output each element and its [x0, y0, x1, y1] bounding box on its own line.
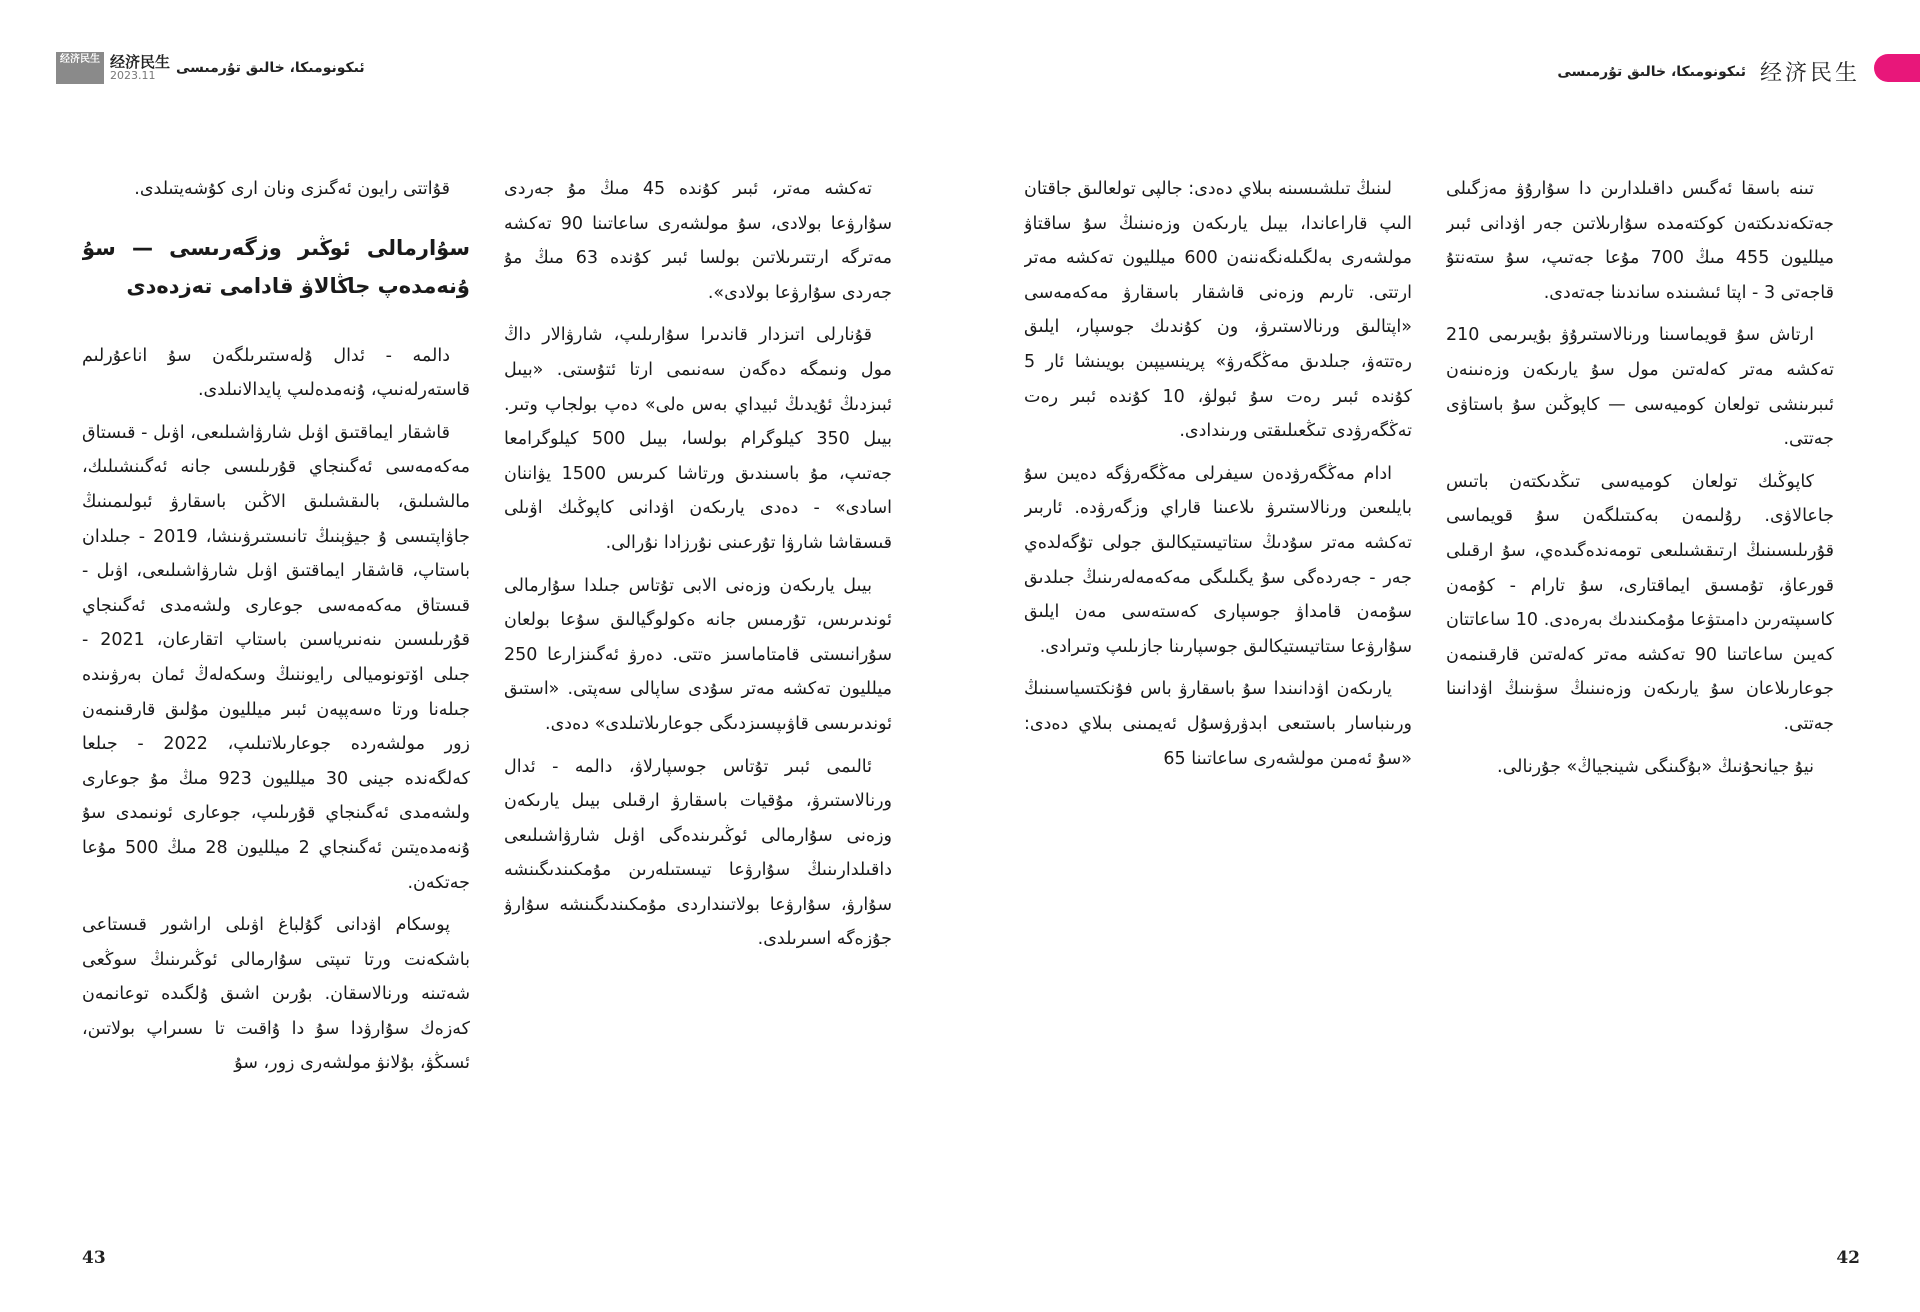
column-r1	[1446, 172, 1834, 1242]
paragraph: ئالىمى ئبىر تۇتاس جوسپارلاۋ، دالمە - ئدال ورنالاستىرۋ، مۇقيات باسقارۋ ارقىلى بيىل يارىكەن وزەنى سۇارمالى ئوڭىرىندەگى اۋىل شارۋاشىلىعى داقىلدارىنىڭ سۇارۋعا تيىستىلەرىن مۇمكىندىگىنشە سۇارۋ، سۇارۋعا بولاتىنداردى مۇمكىندىگىنشە سۇارۋ جۇزەگە اسىرىلدى.	[504, 756, 892, 950]
brand-title-right: 经济民生	[1759, 61, 1860, 86]
page-number-left: 43	[82, 1248, 106, 1268]
paragraph: دالمە - ئدال ۇلەستىرىلگەن سۇ اناعۇرلىم قاستەرلەنىپ، ۇنەمدەلىپ پايدالانىلدى.	[82, 345, 470, 401]
issue-date: 2023.11	[110, 69, 156, 82]
left-header	[56, 52, 365, 84]
magazine-logo: 经济民生	[56, 52, 104, 84]
paragraph: قۇاتتى رايون ئەگىزى ونان ارى كۇشەيتىلدى.	[134, 179, 450, 199]
section-title: ئىكونومىكا، خالىق تۇرمىسى	[176, 60, 365, 76]
paragraph: كاپوڭىك تولعان كوميەسى تىڭدىكتەن باتىس جاعالاۋى. رۇلىمەن بەكىتىلگەن سۇ قويماسى قۇرىلىسىنىڭ ارتىقشىلىعى تومەندەگىدەي، سۇ ارقىلى قورعاۋ، تۇمسىق ايماقتارى، سۇ تارام - كۇمەن كاسىپتەرىن دامىتۋعا مۇمكىندىك بەرەدى. 10 ساعاتتان كەيىن ساعاتىنا 90 تەكشە مەتر كەلەتىن قارقىنمەن جوعارىلاعان سۇ يارىكەن وزەنىنىڭ سۋىنىڭ اۋدانىنا جەتتى.	[1446, 471, 1834, 734]
paragraph: بيىل يارىكەن وزەنى الابى تۇتاس جىلدا سۇارمالى ئوندىرىس، تۇرمىس جانە ەكولوگيالىق سۇعا بولعان سۇرانىستى قامتاماسىز ەتتى. دەرۋ ئەگىنزارعا 250 ميلليون تەكشە مەتر سۇدى ساپالى سەپتى. «استىق ئوندىرىسى قاۋىپسىزدىگى جوعارىلاتىلدى» دەدى.	[504, 575, 892, 734]
paragraph: پوسكام اۋدانى گۇلباغ اۋىلى اراشور قىستاعى باشكەنت ورتا تىپتى سۇارمالى ئوڭىرىنىڭ سوڭعى شەتىنە ورنالاسقان. بۇرىن اشىق ۇلگىدە توعانمەن كەزەك سۇارۋدا سۇ دا ۇاقىت تا ىسىراپ بولاتىن، ئسىڭۋ، بۇلانۋ مولشەرى زور، سۇ	[82, 915, 470, 1074]
paragraph: ادام مەڭگەرۋدەن سيفرلى مەڭگەرۋگە دەيىن سۇ بايلىعىن ورنالاستىرۋ ىلاعىنا قاراي وزگەرۋدە. ئاربىر تەكشە مەتر سۇدىڭ ستاتيستيكالىق جولى تۇگەلدەي جەر - جەردەگى سۇ يگىلىگى مەكەمەلەرىنىڭ جىلدىق سۇمەن قامداۋ جوسپارى كەستەسى مەن ايلىق سۇارۋعا ستاتيستيكالىق جوسپارىنا جازىلىپ وتىرادى.	[1024, 463, 1412, 657]
paragraph: قاشقار ايماقتىق اۋىل شارۋاشىلىعى، اۋىل - قىستاق مەكەمەسى ئەگىنجاي قۇرىلىسى جانە ئەگىنشىلىك، مالشىلىق، بالىقشىلىق الاڭىن باسقارۋ ئبولىمىنىڭ جاۋاپتىسى ۇ جيۋېنىڭ تانىستىرۋىنشا، 2019 - جىلدان باستاپ، قاشقار ايماقتىق اۋىل شارۋاشىلىعى، اۋىل - قىستاق مەكەمەسى جوعارى ولشەمدى ئەگىنجاي قۇرىلىسىن ىنەنىرياسىن باستاپ اتقارعان، 2021 - جىلى اۆتونوميالى رايوننىڭ وسكەلەڭ ئمان بەرۋىندە جىلەنا ورتا ەسەپپەن ئبىر ميلليون مۇلىق قارقىنمەن زور مولشەردە جوعارىلاتىلىپ، 2022 - جىلعا كەلگەندە جينى 30 ميلليون 923 مىڭ مۇ جوعارى ولشەمدى ئەگىنجاي قۇرىلىپ، جوعارى ئونىمدى سۇ ۇنەمدەيتىن ئەگىنجاي 2 ميلليون 28 مىڭ 500 مۇعا جەتكەن.	[82, 422, 470, 893]
column-l2	[82, 172, 470, 1242]
section-heading: سۇارمالى ئوڭىر وزگەرىسى — سۇ ۇنەمدەپ جاڭالاۋ قادامى تەزدەدى	[82, 235, 470, 298]
section-tab-marker	[1874, 54, 1920, 82]
left-header-brand	[110, 54, 170, 82]
right-header	[1557, 56, 1860, 87]
page-right	[960, 0, 1920, 1312]
brand-title: 经济民生	[110, 53, 171, 71]
column-l1	[504, 172, 892, 1242]
page-number-right: 42	[1836, 1248, 1860, 1268]
section-title-right: ئىكونومىكا، خالىق تۇرمىسى	[1557, 63, 1746, 80]
paragraph: ارتاش سۇ قويماسىنا ورنالاستىرۇۋ بۇيىرىمى 210 تەكشە مەتر كەلەتىن مول سۇ يارىكەن وزەنىنەن ئىبرىنشى تولعان كوميەسى — كاپوڭىن سۇ باستاۋى جەتتى.	[1446, 325, 1834, 450]
paragraph: قۇنارلى اتىزدار قاندىرا سۇارىلىپ، شارۋالار داڭ مول ونىمگە دەگەن سەنىمى ارتا ئتۇستى. «بيىل ئبىزدىڭ ئۇيدىڭ ئبيداي بەس ەلى» دەپ بولجاپ وتىر. بيىل 350 كيلوگرام بولسا، بيىل 500 كيلوگرامعا جەتىپ، مۇ باسىندىق ورتاشا كىرىس 1500 يۋاننان اسادى» - دەدى يارىكەن اۋدانى كاپوڭىك اۋىلى قىسقاشا شارۋا تۇرعىنى نۇرزادا نۇرالى.	[504, 325, 892, 553]
paragraph: تىنە باسقا ئەگىس داقىلدارىن دا سۇارۇۋ مەزگىلى جەتكەندىكتەن كوكتەمدە سۇارىلاتىن جەر اۋدانى ئبىر ميلليون 455 مىڭ 700 مۇعا جەتىپ، سۇ ستەنتۇ قاجەتى 3 - اپتا ئىشىندە ساندىنا جەتەدى.	[1446, 179, 1834, 303]
paragraph: لىنىڭ تىلشىسىنە بىلاي دەدى: جالپى تولعالىق جاقتان الىپ قاراعاندا، بيىل يارىكەن وزەنىنىڭ سۇ ساقتاۋ مولشەرى بەلگىلەنگەننەن 600 ميلليون تەكشە مەتر ارتتى. تارىم وزەنى قاشقار باسقارۋ مەكەمەسى «اپتالىق ورنالاستىرۋ، ون كۇندىك جوسپار، ايلىق رەتتەۋ، جىلدىق مەڭگەرۋ» پرينسيپىن بويىنشا ئار 5 كۇندە ئبىر رەت سۇ ئبولۋ، 10 كۇندە ئبىر رەت تەڭگەرۋدى تىڭعىلىقتى ورىندادى.	[1024, 179, 1412, 442]
column-r2	[1024, 172, 1412, 1242]
paragraph: تەكشە مەتر، ئبىر كۇندە 45 مىڭ مۇ جەردى سۇارۋعا بولادى، سۇ مولشەرى ساعاتىنا 90 تەكشە مەترگە ارتتىرىلاتىن بولسا ئبىر كۇندە 63 مىڭ مۇ جەردى سۇارۋعا بولادى».	[504, 179, 892, 303]
paragraph: يارىكەن اۋدانىندا سۇ باسقارۋ باس فۇنكتسياسىنىڭ ورىنباسار باستىعى ابدۋرۋسۇل ئەيمىنى بىلاي دەدى: «سۇ ئەمىن مولشەرى ساعاتىنا 65	[1024, 679, 1412, 769]
paragraph: نيۇ جيانحۇنىڭ «بۇگىنگى شينجياڭ» جۇرنالى.	[1497, 756, 1814, 777]
